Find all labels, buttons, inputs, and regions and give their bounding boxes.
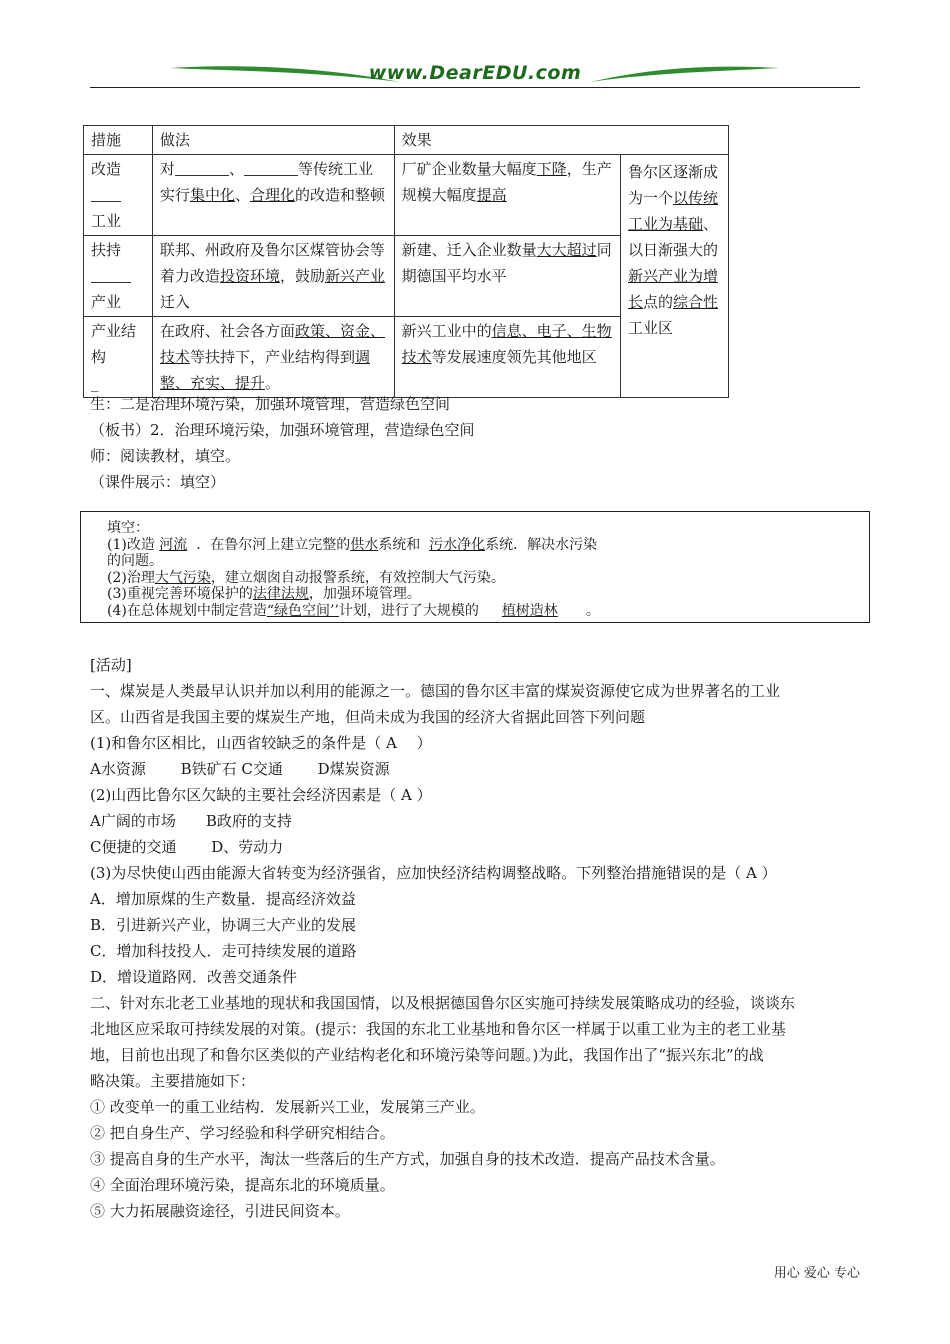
text-line: 区。山西省是我国主要的煤炭生产地，但尚未成为我国的经济大省据此回答下列问题 (90, 708, 646, 726)
question-2-options: C便捷的交通 D、劳动力 (90, 838, 284, 856)
measure-item: ③ 提高自身的生产水平，淘汰一些落后的生产方式，加强自身的技术改造．提高产品技术含量。 (90, 1150, 725, 1168)
question-1-options: A水资源 B铁矿石 C交通 D煤炭资源 (90, 760, 390, 778)
measures-table (83, 125, 729, 398)
measure-item: ⑤ 大力拓展融资途径，引进民间资本。 (90, 1202, 350, 1220)
header-rule (90, 87, 860, 88)
measure-cell: 改造 工业 (84, 155, 153, 236)
text-line: （板书）2．治理环境污染，加强环境管理，营造绿色空间 (90, 421, 475, 439)
right-swoosh-icon (590, 62, 780, 84)
answer-blank (91, 266, 131, 283)
text-line: 二、针对东北老工业基地的现状和我国国情，以及根据德国鲁尔区实施可持续发展策略成功的经验，谈谈东 (90, 994, 796, 1012)
effect-cell: 厂矿企业数量大幅度下降，生产规模大幅度提高 (394, 155, 620, 236)
text-line: 地，目前也出现了和鲁尔区类似的产业结构老化和环境污染等问题。)为此，我国作出了“振兴东北”的战 (90, 1046, 764, 1064)
fill-title: 填空： (107, 520, 149, 536)
question-2-options: A广阔的市场 B政府的支持 (90, 812, 292, 830)
effect-cell: 新兴工业中的信息、电子、生物技术等发展速度领先其他地区 (394, 317, 620, 398)
text-line: 北地区应采取可持续发展的对策。(提示：我国的东北工业基地和鲁尔区一样属于以重工业为主的老工业基 (90, 1020, 786, 1038)
table-row (84, 155, 729, 236)
method-cell: 联邦、州政府及鲁尔区煤管协会等着力改造投资环境，鼓励新兴产业迁入 (152, 236, 394, 317)
question-2: (2)山西比鲁尔区欠缺的主要社会经济因素是（ A ） (90, 786, 432, 804)
fill-item-1: (1)改造 河流 ．在鲁尔河上建立完整的供水系统和 污水净化系统．解决水污染 (107, 537, 598, 553)
page-header (90, 58, 860, 90)
page-footer: 用心 爱心 专心 (773, 1266, 860, 1281)
answer-blank (91, 185, 121, 202)
question-3: (3)为尽快使山西由能源大省转变为经济强省，应加快经济结构调整战略。下列整治措施错误的是（ A ） (90, 864, 777, 882)
summary-cell: 鲁尔区逐渐成为一个以传统工业为基础、以日渐强大的新兴产业为增长点的综合性工业区 (620, 155, 728, 398)
fill-item-4: (4)在总体规划中制定营造“绿色空间’’计划，进行了大规模的 植树造林 。 (107, 603, 600, 619)
text-line: 一、煤炭是人类最早认识并加以利用的能源之一。德国的鲁尔区丰富的煤炭资源使它成为世界著名的工业 (90, 682, 781, 700)
question-3-option: D．增设道路网．改善交通条件 (90, 968, 298, 986)
fill-in-box (80, 511, 870, 623)
answer-blank (244, 159, 298, 176)
method-cell: 在政府、社会各方面政策、资金、技术等扶持下，产业结构得到调整、充实、提升。 (152, 317, 394, 398)
text-line: 略决策。主要措施如下： (90, 1072, 256, 1090)
text-line: （课件展示：填空） (90, 473, 226, 491)
measure-item: ④ 全面治理环境污染，提高东北的环境质量。 (90, 1176, 395, 1194)
table-header-row (84, 126, 729, 155)
text-line: 师：阅读教材，填空。 (90, 447, 241, 465)
header-cell-method: 做法 (152, 126, 394, 155)
activity-label: [活动] (90, 656, 132, 674)
question-3-option: B．引进新兴产业，协调三大产业的发展 (90, 916, 357, 934)
measure-cell: 扶持 产业 (84, 236, 153, 317)
measure-item: ② 把自身生产、学习经验和科学研究相结合。 (90, 1124, 395, 1142)
header-cell-effect: 效果 (394, 126, 728, 155)
text-line: 生：二是治理环境污染，加强环境管理，营造绿色空间 (90, 395, 451, 413)
fill-item-2: (2)治理大气污染，建立烟囱自动报警系统，有效控制大气污染。 (107, 570, 505, 586)
question-3-option: C．增加科技投人．走可持续发展的道路 (90, 942, 357, 960)
header-cell-measure: 措施 (84, 126, 153, 155)
fill-item-3: (3)重视完善环境保护的法律法规，加强环境管理。 (107, 586, 421, 602)
measure-cell: 产业结构 _ (84, 317, 153, 398)
fill-item-1-cont: 的问题。 (107, 553, 163, 569)
measure-item: ① 改变单一的重工业结构．发展新兴工业，发展第三产业。 (90, 1098, 485, 1116)
question-1: (1)和鲁尔区相比，山西省较缺乏的条件是（ A ） (90, 734, 432, 752)
method-cell: 对 、 等传统工业实行集中化、合理化的改造和整顿 (152, 155, 394, 236)
site-logo-text: www.DearEDU.com (368, 62, 582, 84)
effect-cell: 新建、迁入企业数量大大超过同期德国平均水平 (394, 236, 620, 317)
question-3-option: A．增加原煤的生产数量．提高经济效益 (90, 890, 356, 908)
answer-blank (175, 159, 229, 176)
